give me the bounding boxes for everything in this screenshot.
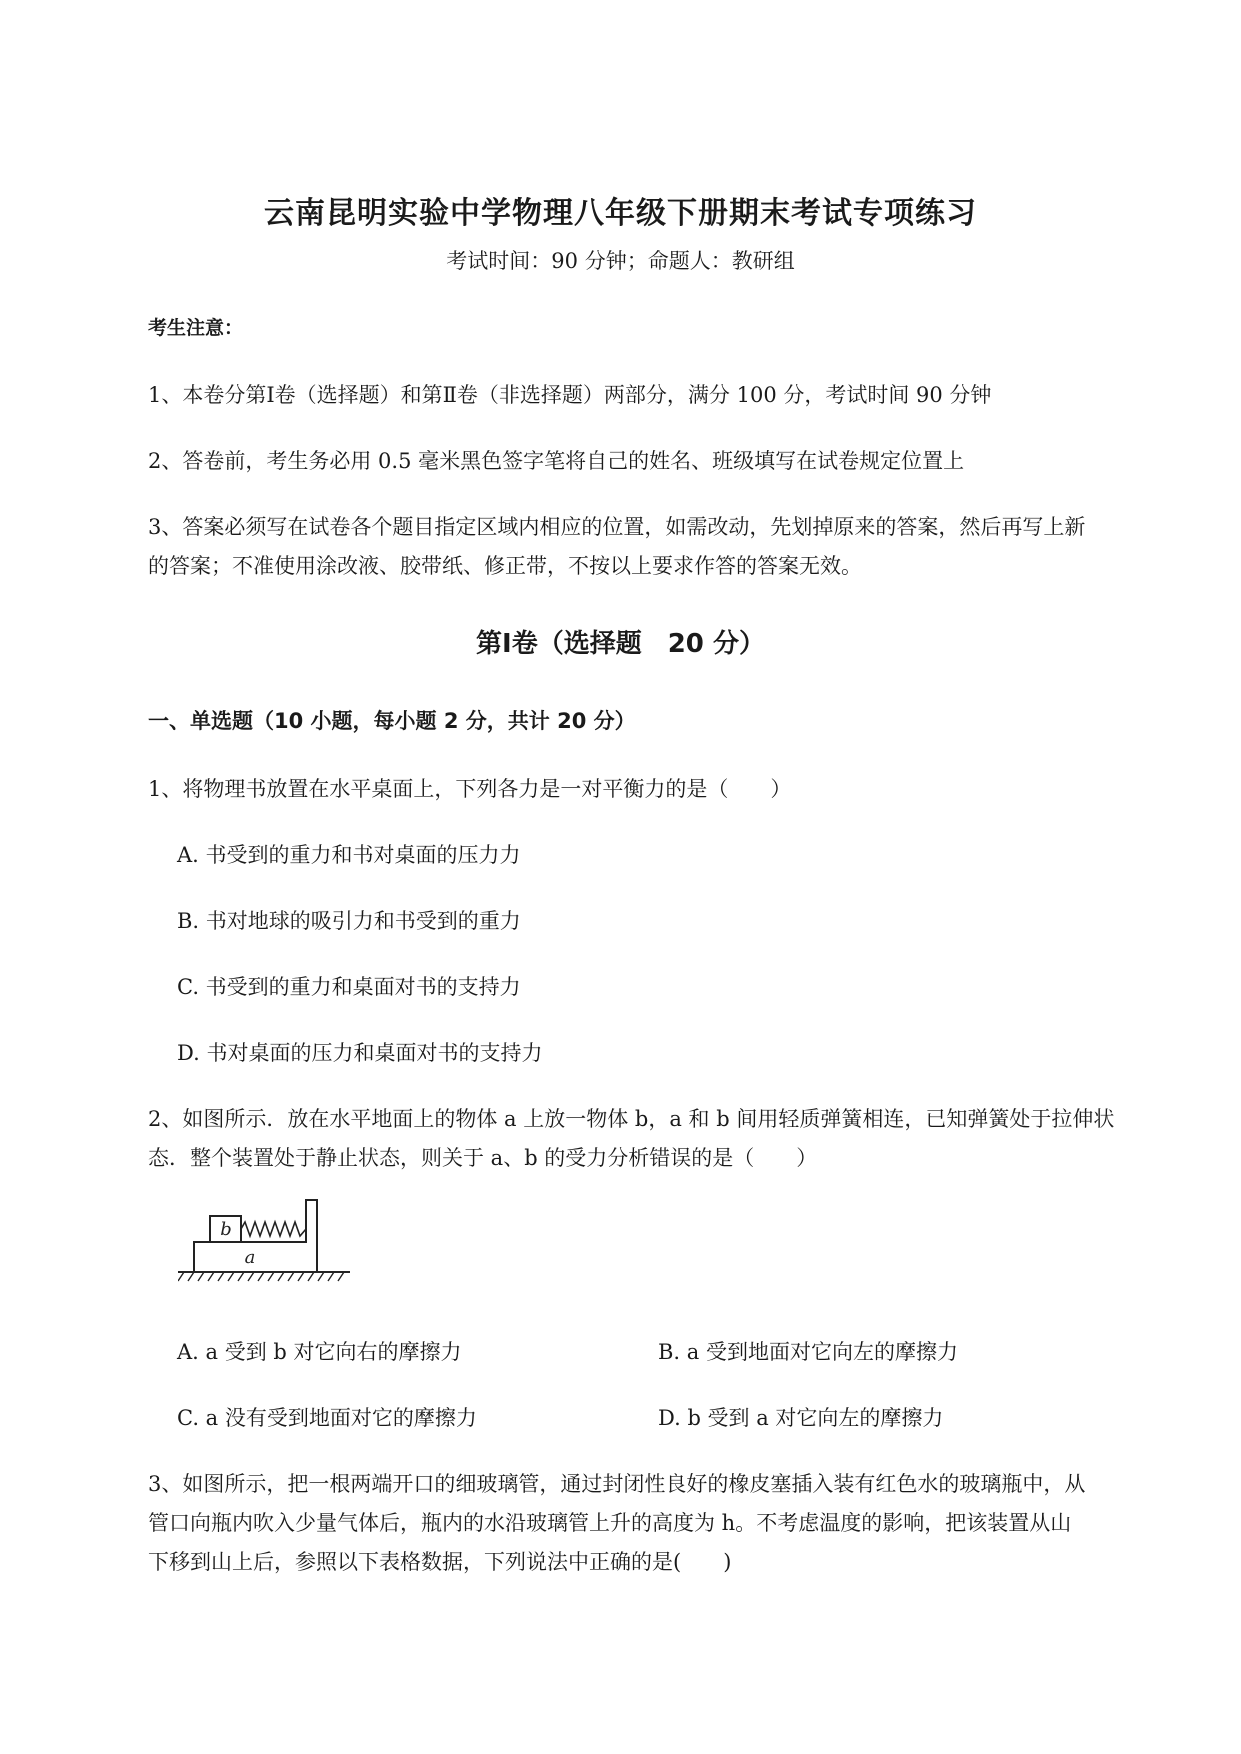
question-1-stem: 1、将物理书放置在水平桌面上，下列各力是一对平衡力的是（ ） [148, 777, 792, 801]
question-1-option-a: A. 书受到的重力和书对桌面的压力力 [177, 843, 521, 867]
question-1-option-b: B. 书对地球的吸引力和书受到的重力 [177, 909, 521, 933]
question-1-option-c: C. 书受到的重力和桌面对书的支持力 [177, 975, 521, 999]
question-2-stem: 2、如图所示．放在水平地面上的物体 a 上放一物体 b，a 和 b 间用轻质弹簧相连，已知弹簧处于拉伸状 [148, 1107, 1115, 1131]
question-2-option-a: A. a 受到 b 对它向右的摩擦力 [177, 1340, 462, 1364]
exam-info: 考试时间：90 分钟；命题人：教研组 [446, 249, 795, 273]
question-2-option-b: B. a 受到地面对它向左的摩擦力 [658, 1340, 958, 1364]
notice-item-continued: 的答案；不准使用涂改液、胶带纸、修正带，不按以上要求作答的答案无效。 [148, 554, 862, 578]
block-b-label: b [220, 1219, 232, 1240]
question-3-stem: 3、如图所示，把一根两端开口的细玻璃管，通过封闭性良好的橡皮塞插入装有红色水的玻璃瓶中，从 [148, 1472, 1086, 1496]
page-title: 云南昆明实验中学物理八年级下册期末考试专项练习 [264, 196, 977, 231]
ground-hatching [178, 1272, 344, 1281]
question-3-stem-continued: 管口向瓶内吹入少量气体后，瓶内的水沿玻璃管上升的高度为 h。不考虑温度的影响，把该装置从山 [148, 1511, 1072, 1535]
spring [241, 1222, 306, 1236]
notice-item: 2、答卷前，考生务必用 0.5 毫米黑色签字笔将自己的姓名、班级填写在试卷规定位置上 [148, 449, 965, 473]
question-3-stem-continued: 下移到山上后，参照以下表格数据，下列说法中正确的是( ) [148, 1550, 732, 1574]
block-a-label: a [244, 1247, 256, 1268]
section-title: 第Ⅰ卷（选择题 20 分） [476, 629, 765, 659]
notice-item: 1、本卷分第Ⅰ卷（选择题）和第Ⅱ卷（非选择题）两部分，满分 100 分，考试时间 90 分钟 [148, 383, 992, 407]
question-2-option-d: D. b 受到 a 对它向左的摩擦力 [658, 1406, 944, 1430]
question-2-option-c: C. a 没有受到地面对它的摩擦力 [177, 1406, 477, 1430]
block-spring-figure [178, 1195, 358, 1290]
part-heading: 一、单选题（10 小题，每小题 2 分，共计 20 分） [148, 709, 636, 733]
block-a-with-wall [194, 1200, 317, 1272]
question-2-stem-continued: 态．整个装置处于静止状态，则关于 a、b 的受力分析错误的是（ ） [148, 1146, 818, 1170]
notice-item: 3、答案必须写在试卷各个题目指定区域内相应的位置，如需改动，先划掉原来的答案，然后再写上新 [148, 515, 1086, 539]
notice-heading: 考生注意： [148, 317, 244, 339]
question-1-option-d: D. 书对桌面的压力和桌面对书的支持力 [177, 1041, 543, 1065]
